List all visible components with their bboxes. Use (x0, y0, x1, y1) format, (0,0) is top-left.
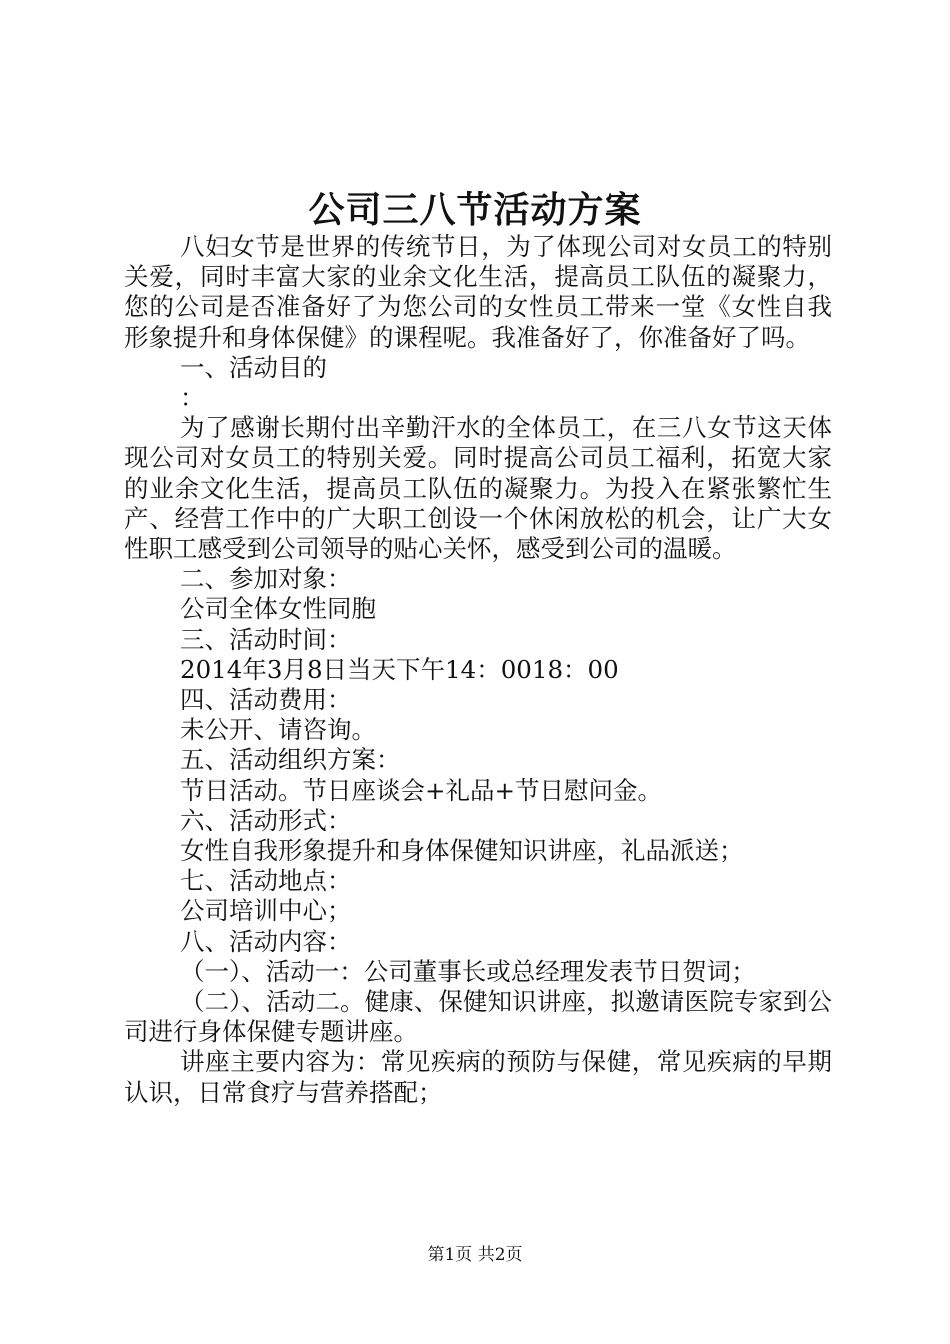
section-heading-time: 三、活动时间： (180, 624, 352, 654)
participants-text: 公司全体女性同胞 (180, 594, 376, 624)
activity-one-text: （一）、活动一：公司董事长或总经理发表节日贺词； (180, 956, 756, 986)
colon-line: ： (180, 383, 205, 413)
cost-text: 未公开、请咨询。 (180, 715, 376, 745)
document-body (124, 232, 832, 1108)
section-heading-plan: 五、活动组织方案： (180, 745, 401, 775)
section-heading-cost: 四、活动费用： (180, 685, 352, 715)
purpose-paragraph: 为了感谢长期付出辛勤汗水的全体员工，在三八女节这天体现公司对女员工的特别关爱。同时提高公司员工福利，拓宽大家的业余文化生活，提高员工队伍的凝聚力。为投入在紧张繁忙生产、经营工作中的广大职工创设一个休闲放松的机会，让广大女性职工感受到公司领导的贴心关怀，感受到公司的温暖。 (124, 413, 832, 564)
section-heading-content: 八、活动内容： (180, 926, 352, 956)
section-heading-participants: 二、参加对象： (180, 564, 352, 594)
page-footer: 第1页 共2页 (427, 1245, 523, 1265)
activity-two-text: （二）、活动二。健康、保健知识讲座，拟邀请医院专家到公司进行身体保健专题讲座。 (124, 987, 832, 1047)
section-heading-location: 七、活动地点： (180, 866, 352, 896)
lecture-content-text: 讲座主要内容为：常见疾病的预防与保健，常见疾病的早期认识，日常食疗与营养搭配； (124, 1047, 832, 1107)
document-title: 公司三八节活动方案 (308, 189, 642, 231)
section-heading-purpose: 一、活动目的 (180, 352, 327, 382)
plan-text: 节日活动。节日座谈会+礼品+节日慰问金。 (180, 775, 663, 805)
section-heading-format: 六、活动形式： (180, 805, 352, 835)
intro-paragraph: 八妇女节是世界的传统节日，为了体现公司对女员工的特别关爱，同时丰富大家的业余文化生活，提高员工队伍的凝聚力，您的公司是否准备好了为您公司的女性员工带来一堂《女性自我形象提升和身体保健》的课程呢。我准备好了，你准备好了吗。 (124, 232, 832, 352)
time-text: 2014年3月8日当天下午14：0018：00 (180, 654, 619, 684)
format-text: 女性自我形象提升和身体保健知识讲座，礼品派送； (180, 836, 744, 866)
location-text: 公司培训中心； (180, 896, 352, 926)
